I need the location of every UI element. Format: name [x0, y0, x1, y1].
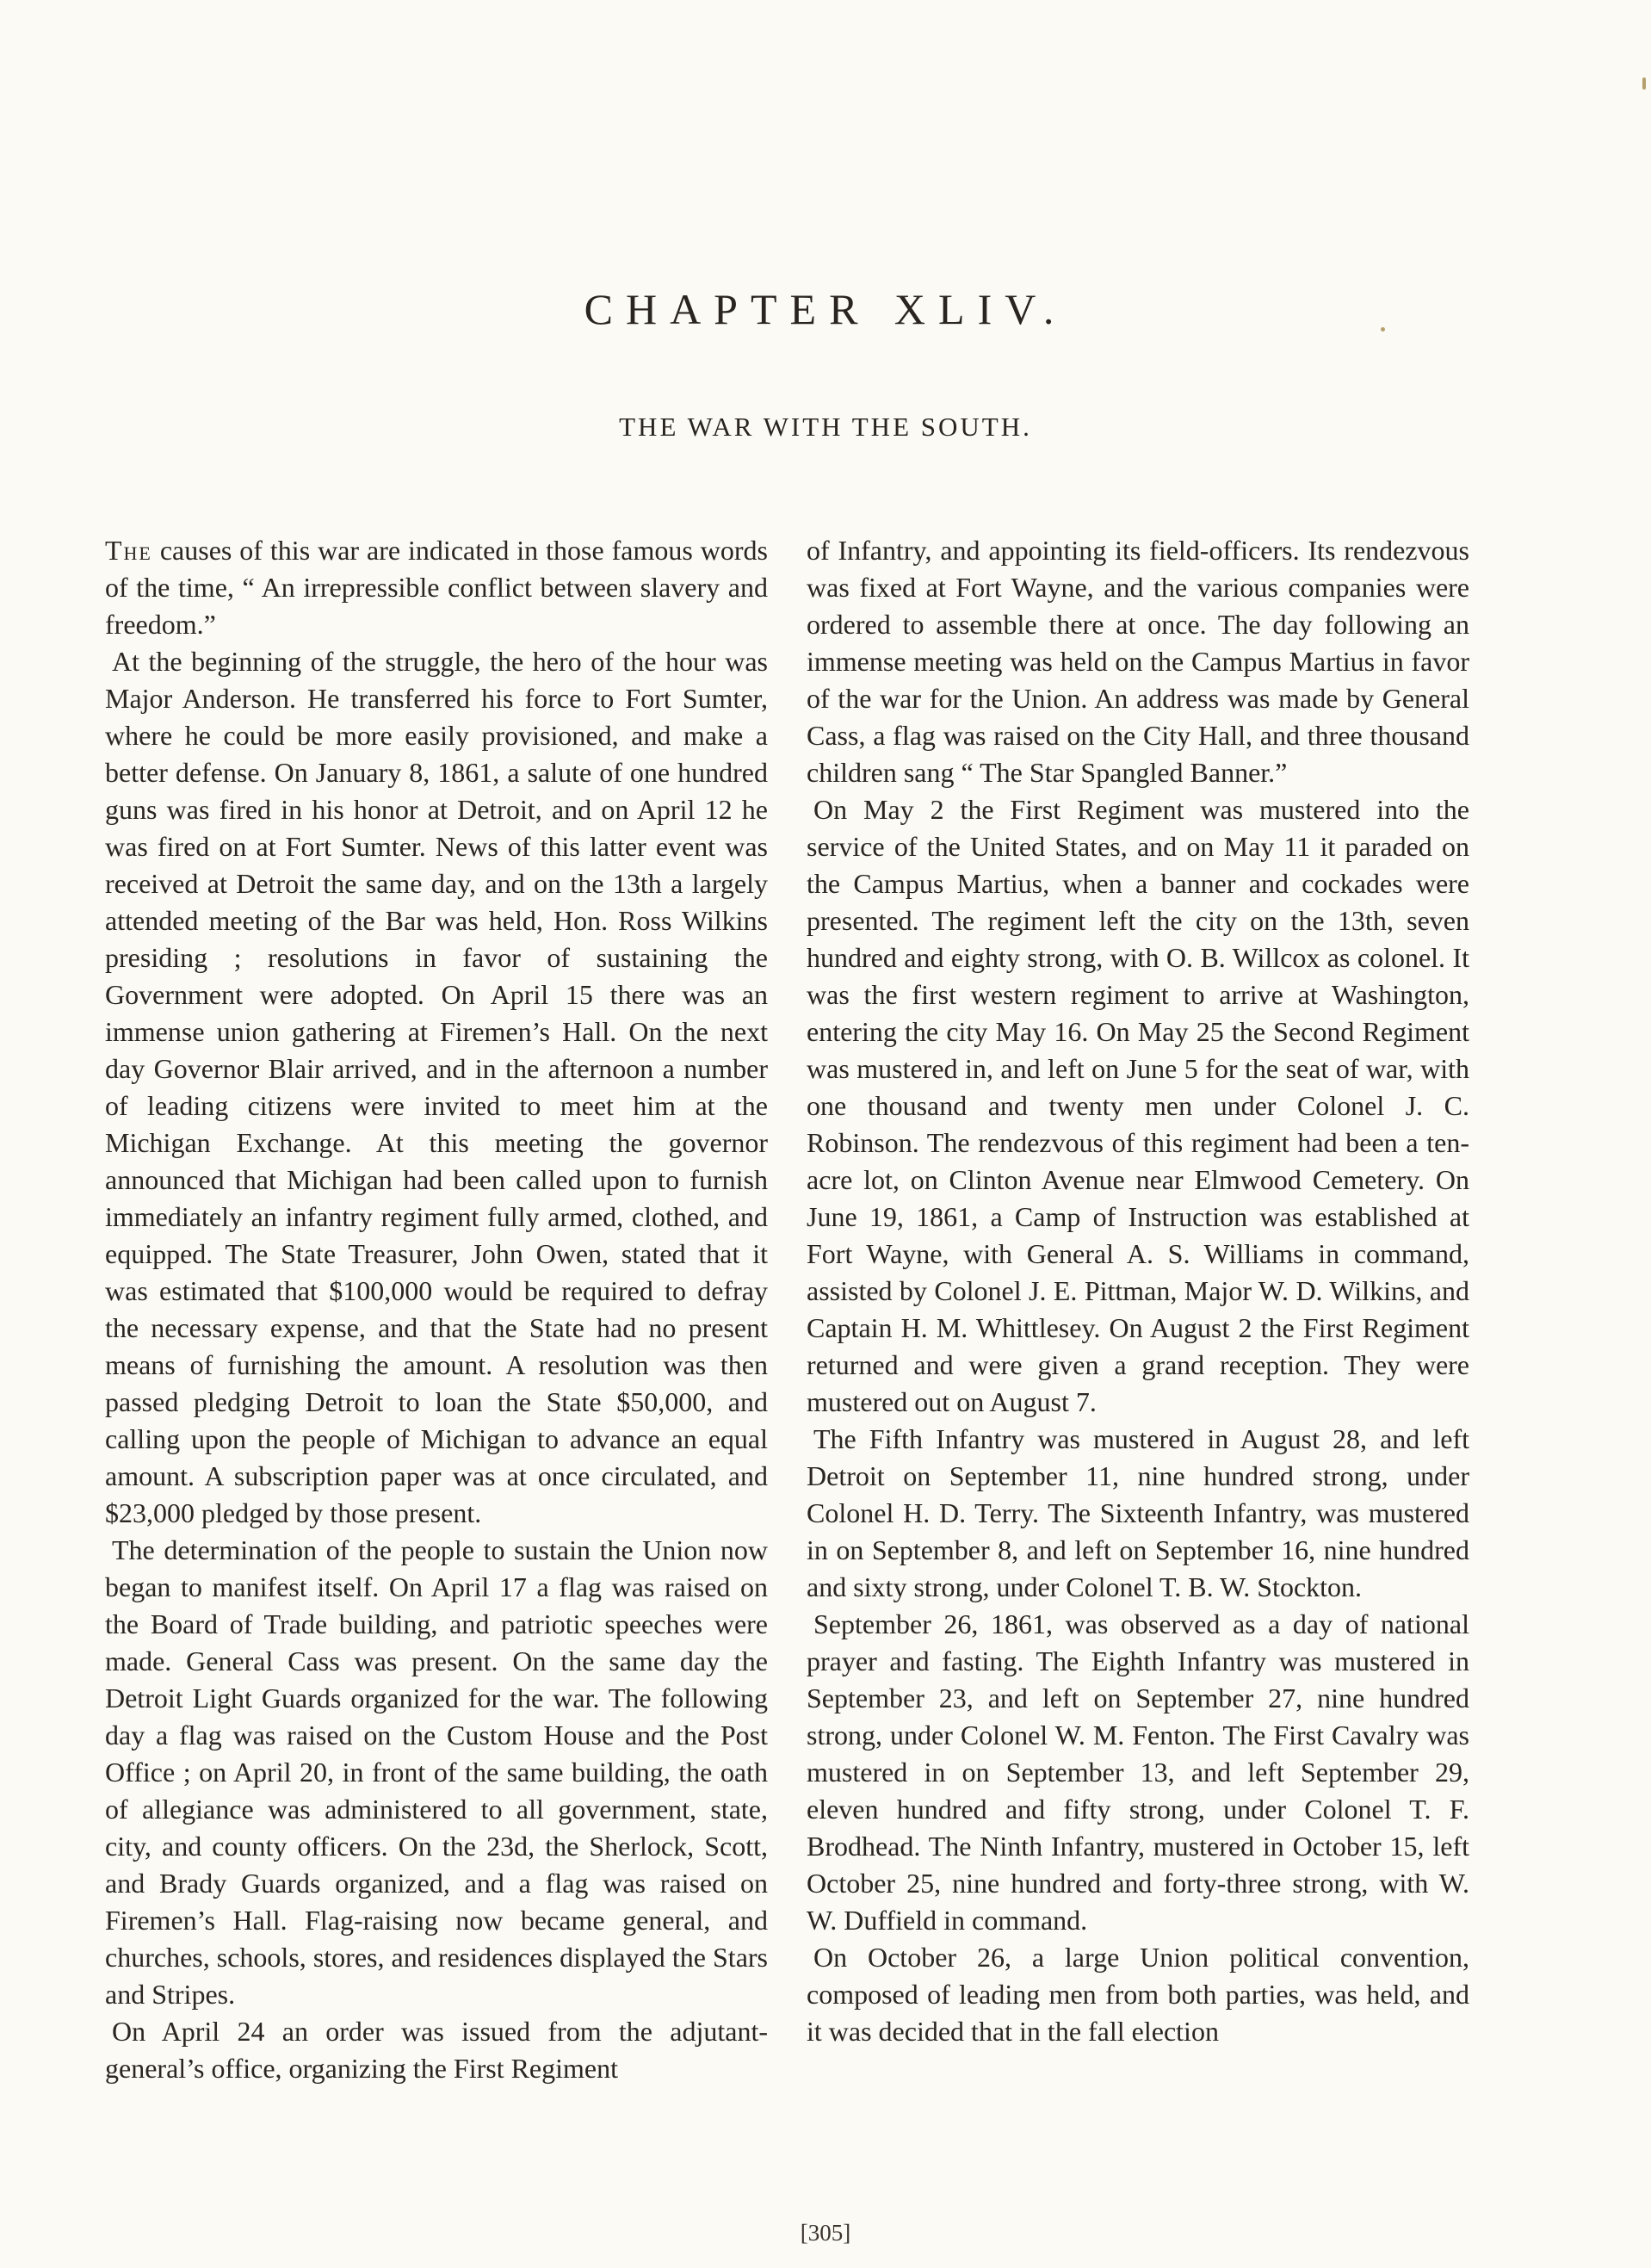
paragraph: On October 26, a large Union political convention, composed of leading men from both parties, was held, and it was decided that in the fall election	[807, 1942, 1469, 2047]
left-column	[105, 532, 768, 2087]
chapter-heading: CHAPTER XLIV.	[584, 285, 1067, 333]
paragraph: September 26, 1861, was observed as a day of national prayer and fasting. The Eighth Infantry was mustered in September 23, and left on September 27, nine hundred strong, under Colonel W. M. Fenton. The First Cavalry was mustered in on September 13, and left September 29, eleven hundred and fifty strong, under Colonel T. F. Brodhead. The Ninth Infantry, mustered in October 15, left October 25, nine hundred and forty-three strong, with W. W. Duffield in command.	[807, 1608, 1469, 1936]
paper-speck	[1642, 77, 1646, 90]
paragraph: The determination of the people to sustain the Union now began to manifest itself. On April 17 a flag was raised on the Board of Trade building, and patriotic speeches were made. General Cass was present. On the same day the Detroit Light Guards organized for the war. The following day a flag was raised on the Custom House and the Post Office ; on April 20, in front of the same building, the oath of allegiance was administered to all government, state, city, and county officers. On the 23d, the Sherlock, Scott, and Brady Guards organized, and a flag was raised on Firemen’s Hall. Flag-raising now became general, and churches, schools, stores, and residences displayed the Stars and Stripes.	[105, 1534, 768, 2010]
drop-lead: The	[105, 535, 152, 566]
paragraph: At the beginning of the struggle, the hero of the hour was Major Anderson. He transferred his force to Fort Sumter, where he could be more easily provisioned, and make a better defense. On January 8, 1861, a salute of one hundred guns was fired in his honor at Detroit, and on April 12 he was fired on at Fort Sumter. News of this latter event was received at Detroit the same day, and on the 13th a largely attended meeting of the Bar was held, Hon. Ross Wilkins presiding ; resolutions in favor of sustaining the Government were adopted. On April 15 there was an immense union gathering at Firemen’s Hall. On the next day Governor Blair arrived, and in the afternoon a number of leading citizens were invited to meet him at the Michigan Exchange. At this meeting the governor announced that Michigan had been called upon to furnish immediately an infantry regiment fully armed, clothed, and equipped. The State Treasurer, John Owen, stated that it was estimated that $100,000 would be required to defray the necessary expense, and that the State had no present means of furnishing the amount. A resolution was then passed pledging Detroit to loan the State $50,000, and calling upon the people of Michigan to advance an equal amount. A subscription paper was at once circulated, and $23,000 pledged by those present.	[105, 646, 768, 1528]
paragraph: The Fifth Infantry was mustered in August 28, and left Detroit on September 11, nine hundred strong, under Colonel H. D. Terry. The Sixteenth Infantry, was mustered in on September 8, and left on September 16, nine hundred and sixty strong, under Colonel T. B. W. Stockton.	[807, 1423, 1469, 1602]
page-number: [305]	[800, 2220, 851, 2246]
paragraph: On April 24 an order was issued from the adjutant-general’s office, organizing the First Regiment	[105, 2016, 768, 2084]
chapter-subtitle: THE WAR WITH THE SOUTH.	[619, 412, 1032, 442]
paragraph-text: causes of this war are indicated in those famous words of the time, “ An irrepressible conflict between slavery and freedom.”	[105, 535, 768, 640]
paragraph: of Infantry, and appointing its field-officers. Its rendezvous was fixed at Fort Wayne, and the various companies were ordered to assemble there at once. The day following an immense meeting was held on the Campus Martius in favor of the war for the Union. An address was made by General Cass, a flag was raised on the City Hall, and three thousand children sang “ The Star Spangled Banner.”	[807, 535, 1469, 788]
paragraph	[105, 532, 768, 643]
paragraph: On May 2 the First Regiment was mustered into the service of the United States, and on May 11 it paraded on the Campus Martius, when a banner and cockades were presented. The regiment left the city on the 13th, seven hundred and eighty strong, with O. B. Willcox as colonel. It was the first western regiment to arrive at Washington, entering the city May 16. On May 25 the Second Regiment was mustered in, and left on June 5 for the seat of war, with one thousand and twenty men under Colonel J. C. Robinson. The rendezvous of this regiment had been a ten-acre lot, on Clinton Avenue near Elmwood Cemetery. On June 19, 1861, a Camp of Instruction was established at Fort Wayne, with General A. S. Williams in command, assisted by Colonel J. E. Pittman, Major W. D. Wilkins, and Captain H. M. Whittlesey. On August 2 the First Regiment returned and were given a grand reception. They were mustered out on August 7.	[807, 794, 1469, 1417]
right-column	[807, 532, 1469, 2050]
